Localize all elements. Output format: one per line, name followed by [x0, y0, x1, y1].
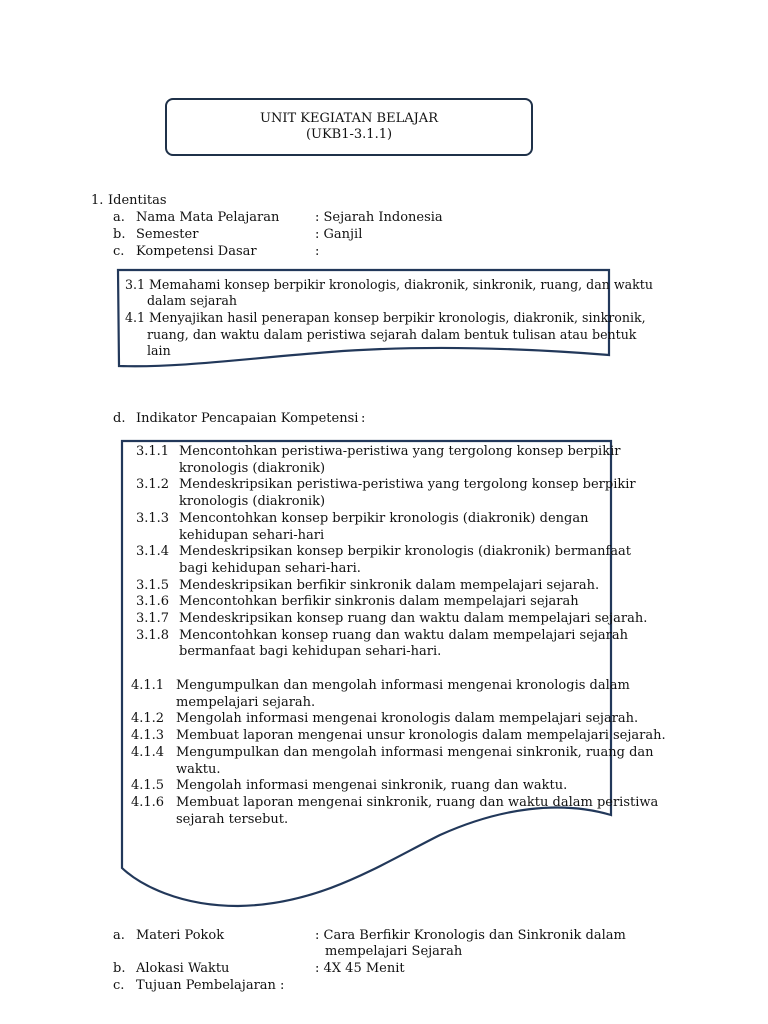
item-letter: d.: [113, 411, 126, 426]
indikator-text: Mendeskripsikan konsep berpikir kronologis (diakronik) bermanfaat: [179, 544, 632, 560]
indikator-text-cont: kronologis (diakronik): [179, 460, 326, 476]
indikator-number: 4.1.6: [131, 794, 165, 810]
indikator-number: 4.1.2: [131, 711, 165, 727]
kd-4-1-line2: ruang, dan waktu dalam peristiwa sejarah dalam bentuk tulisan atau bentuk: [147, 327, 637, 342]
indikator-number: 3.1.5: [136, 577, 170, 593]
indikator-text: Mengolah informasi mengenai kronologis dalam mempelajari sejarah.: [176, 711, 639, 727]
label-alokasi-waktu: Alokasi Waktu: [136, 961, 230, 976]
item-letter: a.: [113, 210, 125, 225]
indikator-text: Mencontohkan berfikir sinkronis dalam mempelajari sejarah: [179, 594, 579, 610]
indikator-number: 4.1.1: [131, 678, 165, 693]
value-materi-pokok: : Cara Berfikir Kronologis dan Sinkronik dalam: [315, 928, 626, 943]
label-indikator: Indikator Pencapaian Kompetensi: [136, 411, 359, 426]
indikator-text: Membuat laporan mengenai unsur kronologis dalam mempelajari sejarah.: [176, 728, 666, 744]
value-materi-pokok-cont: mempelajari Sejarah: [325, 944, 463, 959]
kd-4-1-line1: 4.1 Menyajikan hasil penerapan konsep berpikir kronologis, diakronik, sinkronik,: [125, 310, 646, 325]
indikator-number: 4.1.5: [131, 778, 165, 794]
unit-code: (UKB1-3.1.1): [305, 127, 393, 142]
label-mata-pelajaran: Nama Mata Pelajaran: [136, 210, 280, 225]
value-mata-pelajaran: : Sejarah Indonesia: [315, 210, 443, 225]
kd-3-1-line1: 3.1 Memahami konsep berpikir kronologis, diakronik, sinkronik, ruang, dan waktu: [125, 277, 653, 292]
indikator-number: 3.1.8: [136, 627, 170, 643]
indikator-text: Mencontohkan konsep berpikir kronologis (diakronik) dengan: [179, 510, 589, 526]
label-kompetensi-dasar: Kompetensi Dasar: [136, 244, 257, 259]
item-letter: b.: [113, 227, 126, 242]
kd-3-1-line2: dalam sejarah: [147, 293, 238, 308]
section-title-identitas: Identitas: [108, 193, 167, 208]
item-letter: c.: [113, 978, 125, 993]
label-semester: Semester: [136, 227, 199, 242]
indikator-number: 3.1.3: [136, 510, 170, 526]
item-letter: a.: [113, 928, 125, 943]
indikator-text-cont: sejarah tersebut.: [176, 811, 289, 827]
label-materi-pokok: Materi Pokok: [136, 928, 225, 943]
indikator-text: Mendeskripsikan berfikir sinkronik dalam mempelajari sejarah.: [179, 577, 600, 593]
indikator-number: 3.1.7: [136, 611, 170, 626]
item-letter: c.: [113, 244, 125, 259]
indikator-number: 3.1.2: [136, 477, 170, 493]
value-kompetensi-dasar: :: [315, 244, 320, 259]
indikator-text: Mengolah informasi mengenai sinkronik, ruang dan waktu.: [176, 778, 568, 794]
value-alokasi-waktu: : 4X 45 Menit: [315, 961, 405, 976]
indikator-text-cont: bagi kehidupan sehari-hari.: [179, 560, 361, 576]
indikator-number: 3.1.4: [136, 544, 170, 560]
indikator-colon: :: [361, 411, 366, 426]
indikator-text-cont: waktu.: [176, 761, 221, 777]
item-letter: b.: [113, 961, 126, 976]
indikator-text: Mendeskripsikan peristiwa-peristiwa yang tergolong konsep berpikir: [179, 477, 636, 493]
indikator-number: 3.1.6: [136, 594, 170, 610]
indikator-number: 4.1.4: [131, 744, 165, 760]
section-number: 1.: [91, 193, 104, 208]
indikator-text-cont: bermanfaat bagi kehidupan sehari-hari.: [179, 644, 442, 660]
indikator-text-cont: kronologis (diakronik): [179, 494, 326, 510]
value-semester: : Ganjil: [315, 227, 363, 242]
unit-title: UNIT KEGIATAN BELAJAR: [260, 111, 438, 126]
indikator-number: 3.1.1: [136, 444, 170, 459]
indikator-number: 4.1.3: [131, 728, 165, 744]
indikator-text: Mencontohkan konsep ruang dan waktu dalam mempelajari sejarah: [179, 627, 629, 643]
label-tujuan-pembelajaran: Tujuan Pembelajaran :: [136, 978, 285, 993]
indikator-text: Mengumpulkan dan mengolah informasi mengenai kronologis dalam: [176, 678, 630, 693]
kd-4-1-line3: lain: [147, 343, 171, 358]
indikator-text-cont: kehidupan sehari-hari: [179, 527, 325, 543]
indikator-text: Membuat laporan mengenai sinkronik, ruang dan waktu dalam peristiwa: [176, 794, 659, 810]
indikator-text: Mencontohkan peristiwa-peristiwa yang tergolong konsep berpikir: [179, 444, 621, 459]
indikator-text-cont: mempelajari sejarah.: [176, 694, 316, 710]
indikator-text: Mengumpulkan dan mengolah informasi mengenai sinkronik, ruang dan: [176, 744, 654, 760]
indikator-text: Mendeskripsikan konsep ruang dan waktu dalam mempelajari sejarah.: [179, 611, 648, 626]
